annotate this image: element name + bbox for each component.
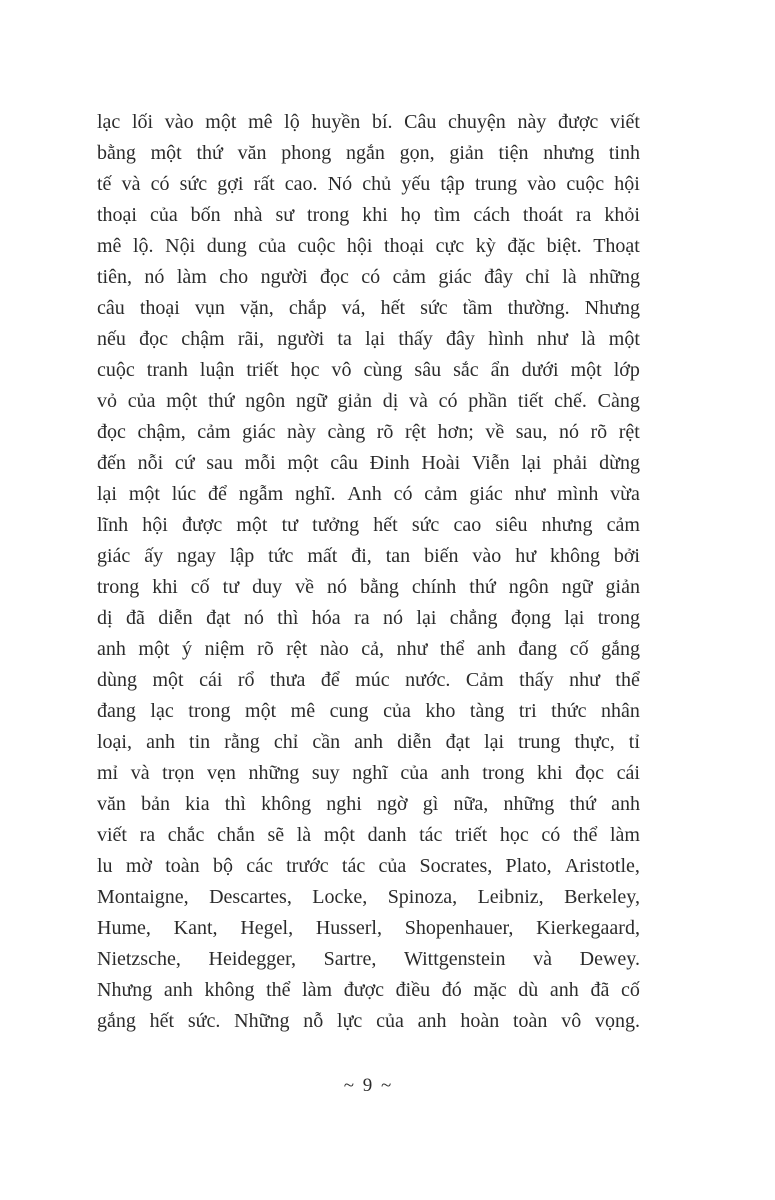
text-line: nếu đọc chậm rãi, người ta lại thấy đây hình như là một bbox=[97, 328, 640, 350]
text-line: Nietzsche, Heidegger, Sartre, Wittgenstein và Dewey. bbox=[97, 948, 640, 970]
text-line: bằng một thứ văn phong ngắn gọn, giản tiện nhưng tinh bbox=[97, 142, 640, 164]
text-line: đang lạc trong một mê cung của kho tàng tri thức nhân bbox=[97, 700, 640, 722]
text-line: câu thoại vụn vặn, chắp vá, hết sức tầm thường. Nhưng bbox=[97, 297, 640, 319]
text-line: đến nỗi cứ sau mỗi một câu Đinh Hoài Viễn lại phải dừng bbox=[97, 452, 640, 474]
text-line: loại, anh tin rằng chỉ cần anh diễn đạt lại trung thực, tỉ bbox=[97, 731, 640, 753]
text-line: tế và có sức gợi rất cao. Nó chủ yếu tập trung vào cuộc hội bbox=[97, 173, 640, 195]
text-line: lu mờ toàn bộ các trước tác của Socrates, Plato, Aristotle, bbox=[97, 855, 640, 877]
text-line: viết ra chắc chắn sẽ là một danh tác triết học có thể làm bbox=[97, 824, 640, 846]
text-line: anh một ý niệm rõ rệt nào cả, như thể anh đang cố gắng bbox=[97, 638, 640, 660]
text-line: Montaigne, Descartes, Locke, Spinoza, Leibniz, Berkeley, bbox=[97, 886, 640, 908]
text-line: mỉ và trọn vẹn những suy nghĩ của anh trong khi đọc cái bbox=[97, 762, 640, 784]
text-line: dị đã diễn đạt nó thì hóa ra nó lại chẳng đọng lại trong bbox=[97, 607, 640, 629]
text-line: giác ấy ngay lập tức mất đi, tan biến vào hư không bởi bbox=[97, 545, 640, 567]
text-line: dùng một cái rổ thưa để múc nước. Cảm thấy như thể bbox=[97, 669, 640, 691]
text-line: Nhưng anh không thể làm được điều đó mặc dù anh đã cố bbox=[97, 979, 640, 1001]
text-line: tiên, nó làm cho người đọc có cảm giác đây chỉ là những bbox=[97, 266, 640, 288]
body-text bbox=[97, 107, 640, 1037]
text-line: cuộc tranh luận triết học vô cùng sâu sắc ẩn dưới một lớp bbox=[97, 359, 640, 381]
text-line: trong khi cố tư duy về nó bằng chính thứ ngôn ngữ giản bbox=[97, 576, 640, 598]
page-number: ~ 9 ~ bbox=[343, 1075, 394, 1096]
text-line: gắng hết sức. Những nỗ lực của anh hoàn toàn vô vọng. bbox=[97, 1010, 640, 1032]
text-line: văn bản kia thì không nghi ngờ gì nữa, những thứ anh bbox=[97, 793, 640, 815]
text-line: lạc lối vào một mê lộ huyền bí. Câu chuyện này được viết bbox=[97, 111, 640, 133]
text-line: đọc chậm, cảm giác này càng rõ rệt hơn; về sau, nó rõ rệt bbox=[97, 421, 640, 443]
text-line: vỏ của một thứ ngôn ngữ giản dị và có phần tiết chế. Càng bbox=[97, 390, 640, 412]
text-line: Hume, Kant, Hegel, Husserl, Shopenhauer, Kierkegaard, bbox=[97, 917, 640, 939]
text-line: thoại của bốn nhà sư trong khi họ tìm cách thoát ra khỏi bbox=[97, 204, 640, 226]
text-line: lại một lúc để ngẫm nghĩ. Anh có cảm giác như mình vừa bbox=[97, 483, 640, 505]
text-line: mê lộ. Nội dung của cuộc hội thoại cực kỳ đặc biệt. Thoạt bbox=[97, 235, 640, 257]
text-line: lĩnh hội được một tư tưởng hết sức cao siêu nhưng cảm bbox=[97, 514, 640, 536]
